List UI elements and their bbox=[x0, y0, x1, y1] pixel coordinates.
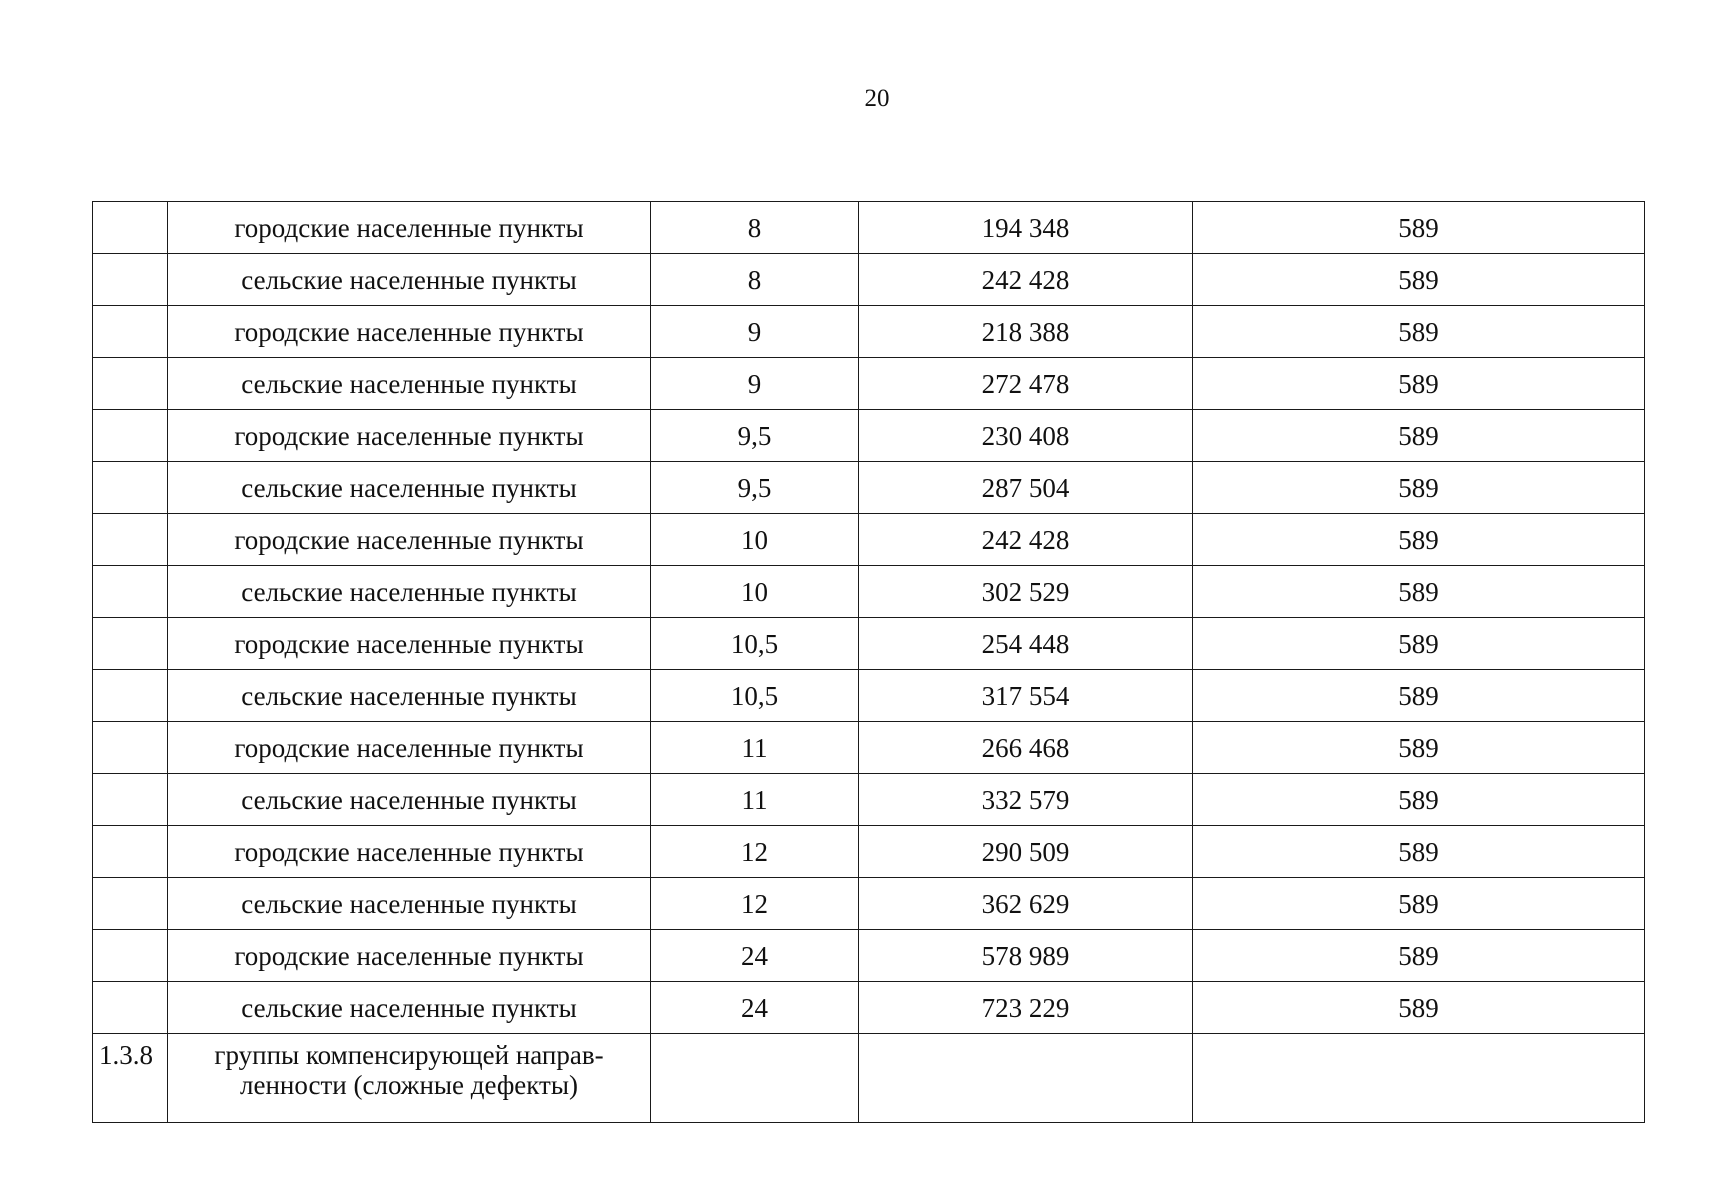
row-number-cell bbox=[93, 930, 168, 982]
row-col5-cell: 589 bbox=[1193, 254, 1645, 306]
row-col3-cell: 10 bbox=[651, 566, 859, 618]
row-col3-cell: 11 bbox=[651, 722, 859, 774]
row-number-cell bbox=[93, 618, 168, 670]
table-row bbox=[93, 774, 1645, 826]
row-col5-cell: 589 bbox=[1193, 202, 1645, 254]
row-name-cell: городские населенные пункты bbox=[168, 722, 651, 774]
row-col4-cell: 332 579 bbox=[859, 774, 1193, 826]
row-col4-cell bbox=[859, 1034, 1193, 1123]
row-name-cell bbox=[168, 1034, 651, 1123]
row-name-cell: сельские населенные пункты bbox=[168, 254, 651, 306]
row-name-cell: сельские населенные пункты bbox=[168, 878, 651, 930]
row-name-cell: городские населенные пункты bbox=[168, 514, 651, 566]
row-col5-cell: 589 bbox=[1193, 826, 1645, 878]
row-number-cell bbox=[93, 514, 168, 566]
rates-table bbox=[92, 201, 1645, 1123]
row-name-cell: городские населенные пункты bbox=[168, 306, 651, 358]
table-row bbox=[93, 254, 1645, 306]
rates-table-body bbox=[93, 202, 1645, 1123]
row-name-cell: городские населенные пункты bbox=[168, 410, 651, 462]
row-col3-cell: 12 bbox=[651, 878, 859, 930]
row-name-cell: сельские населенные пункты bbox=[168, 670, 651, 722]
row-col4-cell: 723 229 bbox=[859, 982, 1193, 1034]
row-number-cell bbox=[93, 878, 168, 930]
row-name-line-1: группы компенсирующей направ- bbox=[214, 1040, 604, 1070]
row-number-cell bbox=[93, 202, 168, 254]
row-col5-cell: 589 bbox=[1193, 618, 1645, 670]
row-col5-cell: 589 bbox=[1193, 462, 1645, 514]
row-name-cell: сельские населенные пункты bbox=[168, 774, 651, 826]
table-row bbox=[93, 930, 1645, 982]
row-name-cell: сельские населенные пункты bbox=[168, 982, 651, 1034]
page-number: 20 bbox=[864, 85, 890, 112]
row-col3-cell: 9 bbox=[651, 358, 859, 410]
row-col4-cell: 194 348 bbox=[859, 202, 1193, 254]
row-col3-cell: 9,5 bbox=[651, 462, 859, 514]
row-col3-cell: 24 bbox=[651, 982, 859, 1034]
row-col4-cell: 230 408 bbox=[859, 410, 1193, 462]
row-col4-cell: 290 509 bbox=[859, 826, 1193, 878]
table-row bbox=[93, 462, 1645, 514]
row-number-cell bbox=[93, 566, 168, 618]
row-name-cell: сельские населенные пункты bbox=[168, 566, 651, 618]
row-col3-cell: 8 bbox=[651, 254, 859, 306]
row-col5-cell: 589 bbox=[1193, 670, 1645, 722]
row-col5-cell: 589 bbox=[1193, 410, 1645, 462]
row-name-line-2: ленности (сложные дефекты) bbox=[240, 1070, 578, 1100]
row-col3-cell: 9,5 bbox=[651, 410, 859, 462]
row-name-cell: городские населенные пункты bbox=[168, 618, 651, 670]
row-col5-cell: 589 bbox=[1193, 982, 1645, 1034]
table-row bbox=[93, 826, 1645, 878]
row-number-cell bbox=[93, 462, 168, 514]
row-col3-cell: 10,5 bbox=[651, 618, 859, 670]
row-col3-cell: 10,5 bbox=[651, 670, 859, 722]
row-col5-cell: 589 bbox=[1193, 306, 1645, 358]
table-row bbox=[93, 982, 1645, 1034]
table-row bbox=[93, 722, 1645, 774]
row-col5-cell: 589 bbox=[1193, 878, 1645, 930]
row-col4-cell: 287 504 bbox=[859, 462, 1193, 514]
row-number-cell bbox=[93, 410, 168, 462]
row-number-cell bbox=[93, 670, 168, 722]
row-number-cell bbox=[93, 358, 168, 410]
table-row bbox=[93, 670, 1645, 722]
row-col5-cell: 589 bbox=[1193, 514, 1645, 566]
row-name-cell: сельские населенные пункты bbox=[168, 358, 651, 410]
row-number-cell bbox=[93, 254, 168, 306]
table-row bbox=[93, 878, 1645, 930]
table-row bbox=[93, 410, 1645, 462]
row-col3-cell: 8 bbox=[651, 202, 859, 254]
row-col4-cell: 254 448 bbox=[859, 618, 1193, 670]
row-col5-cell: 589 bbox=[1193, 722, 1645, 774]
table-row bbox=[93, 514, 1645, 566]
row-col4-cell: 242 428 bbox=[859, 254, 1193, 306]
row-name-cell: городские населенные пункты bbox=[168, 826, 651, 878]
row-col5-cell: 589 bbox=[1193, 566, 1645, 618]
table-row bbox=[93, 358, 1645, 410]
row-col5-cell: 589 bbox=[1193, 930, 1645, 982]
row-col3-cell: 10 bbox=[651, 514, 859, 566]
row-col4-cell: 317 554 bbox=[859, 670, 1193, 722]
table-row bbox=[93, 202, 1645, 254]
row-col4-cell: 218 388 bbox=[859, 306, 1193, 358]
row-col3-cell: 11 bbox=[651, 774, 859, 826]
row-col3-cell bbox=[651, 1034, 859, 1123]
row-col3-cell: 24 bbox=[651, 930, 859, 982]
table-row bbox=[93, 566, 1645, 618]
row-col4-cell: 362 629 bbox=[859, 878, 1193, 930]
row-col5-cell: 589 bbox=[1193, 774, 1645, 826]
row-col4-cell: 578 989 bbox=[859, 930, 1193, 982]
row-col3-cell: 9 bbox=[651, 306, 859, 358]
row-number-cell bbox=[93, 826, 168, 878]
row-col4-cell: 302 529 bbox=[859, 566, 1193, 618]
row-col5-cell bbox=[1193, 1034, 1645, 1123]
table-row bbox=[93, 618, 1645, 670]
row-number-cell bbox=[93, 774, 168, 826]
table-row-1-3-8 bbox=[93, 1034, 1645, 1123]
row-col4-cell: 266 468 bbox=[859, 722, 1193, 774]
row-name-cell: городские населенные пункты bbox=[168, 202, 651, 254]
row-col4-cell: 242 428 bbox=[859, 514, 1193, 566]
row-number-cell bbox=[93, 722, 168, 774]
row-name-cell: сельские населенные пункты bbox=[168, 462, 651, 514]
row-col3-cell: 12 bbox=[651, 826, 859, 878]
table-row bbox=[93, 306, 1645, 358]
row-number-cell bbox=[93, 982, 168, 1034]
row-number-cell: 1.3.8 bbox=[93, 1034, 168, 1123]
row-name-cell: городские населенные пункты bbox=[168, 930, 651, 982]
row-col4-cell: 272 478 bbox=[859, 358, 1193, 410]
row-number-cell bbox=[93, 306, 168, 358]
row-col5-cell: 589 bbox=[1193, 358, 1645, 410]
